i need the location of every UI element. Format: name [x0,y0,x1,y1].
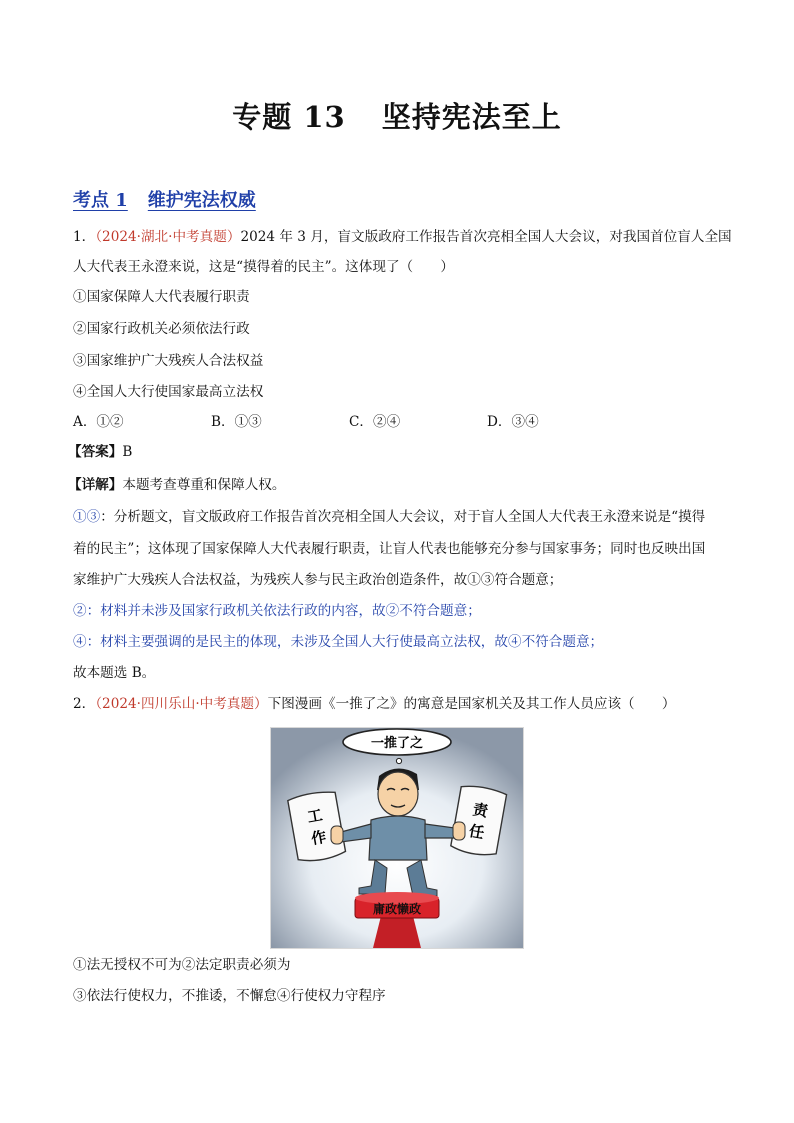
q2-number: 2． [73,696,96,712]
paper-duty-char1: 责 [471,800,490,821]
q1-options [73,413,625,431]
q1-item-4: ④全国人大行使国家最高立法权 [73,384,264,400]
q1-detail [68,476,286,494]
q1-option-a: A．①② [73,414,124,430]
q1-option-c: C．②④ [349,414,401,430]
q1-stem-line1 [73,228,732,246]
q1-explanation-1-line2: 着的民主”；这体现了国家保障人大代表履行职责，让盲人代表也能够充分参与国家事务；同时也反映出国 [73,541,706,557]
exp1-mark: ①③ [73,509,101,525]
q2-item-line2: ③依法行使权力，不推诿，不懈怠④行使权力守程序 [73,988,386,1004]
answer-value: B [122,444,133,460]
paper-work-text [306,806,324,826]
q1-source: （2024·湖北·中考真题） [95,229,241,245]
q1-item-2: ②国家行政机关必须依法行政 [73,321,250,337]
pedestal-text: 庸政懒政 [372,902,422,916]
q1-answer [68,443,132,461]
title-number: 13 [303,100,346,134]
q1-option-d: D．③④ [487,414,539,430]
q1-stem-line2: 人大代表王永澄来说，这是“摸得着的民主”。这体现了（ ） [73,259,454,275]
page-title [0,95,794,136]
q2-item-line1: ①法无授权不可为②法定职责必须为 [73,957,291,973]
bubble-dot [396,758,401,763]
title-text: 坚持宪法至上 [381,100,562,134]
paper-duty-char2: 任 [467,821,486,843]
q1-conclusion: 故本题选 B。 [73,665,156,681]
q1-item-1: ①国家保障人大代表履行职责 [73,289,250,305]
detail-label: 【详解】 [68,477,123,493]
q1-stem-text1: 2024 年 3 月，盲文版政府工作报告首次亮相全国人大会议，对我国首位盲人全国 [240,229,732,245]
title-prefix: 专题 [232,100,293,134]
bubble-text: 一推了之 [370,736,424,751]
q1-explanation-3: ④：材料主要强调的是民主的体现，未涉及全国人大行使最高立法权，故④不符合题意； [73,634,604,650]
paper-work-char1: 工 [305,806,324,827]
q1-explanation-1-line3: 家维护广大残疾人合法权益，为残疾人参与民主政治创造条件，故①③符合题意； [73,572,563,588]
detail-text: 本题考查尊重和保障人权。 [122,477,286,493]
comic-illustration [270,727,524,949]
q2-source: （2024·四川乐山·中考真题） [95,696,268,712]
q2-stem [73,695,675,713]
q1-option-b: B．①③ [211,414,262,430]
section-heading [73,186,256,212]
exp1-text1: ：分析题文，盲文版政府工作报告首次亮相全国人大会议，对于盲人全国人大代表王永澄来说是“摸得 [100,509,706,525]
q1-item-3: ③国家维护广大残疾人合法权益 [73,353,264,369]
q1-explanation-2: ②：材料并未涉及国家行政机关依法行政的内容，故②不符合题意； [73,603,481,619]
section-label: 考点 1 [73,190,128,211]
answer-label: 【答案】 [68,444,123,460]
q1-number: 1． [73,229,96,245]
section-name: 维护宪法权威 [147,190,256,211]
q2-stem-text: 下图漫画《一推了之》的寓意是国家机关及其工作人员应该（ ） [267,696,676,712]
q1-explanation-1-line1 [73,508,705,526]
paper-work-char2: 作 [309,827,328,849]
